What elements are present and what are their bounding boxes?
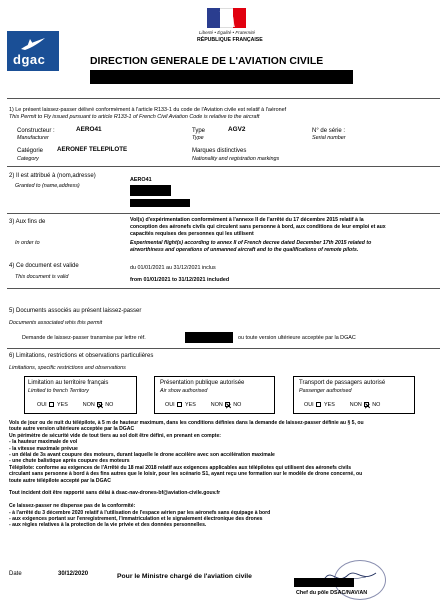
divider [7,288,440,289]
oui-label: OUI [37,402,47,408]
non-checkbox[interactable] [225,402,230,407]
purpose-en-line: airworthiness and operations of unmanned aircraft and to the qualifications of remote pilots. [130,247,359,253]
redacted-address [130,199,190,207]
divider [7,166,440,167]
plane-icon [19,35,47,53]
divider [7,213,440,214]
constructeur-value: AERO41 [76,126,102,133]
validity-en: from 01/01/2021 to 31/12/2021 included [130,277,230,283]
marques-label: Marques distinctives [192,148,247,154]
section3-label: 3) Aux fins de [9,219,46,225]
republic-name: RÉPUBLIQUE FRANÇAISE [197,37,263,43]
no-label: NO [105,402,114,408]
non-checkbox[interactable] [364,402,369,407]
constructeur-label: Constructeur : [17,128,55,134]
serial-en-label: Serial number [312,135,346,141]
conditions-line: circulant sans personne à bord à des fins autres que le loisir, pour les scénario S1, ayant reçu une formation sur le modèle de drone concerné, ou [9,471,363,478]
dgac-logo [7,31,59,71]
redacted-block [90,70,353,84]
conditions-line: toute autre version ultérieure acceptée par la DGAC [9,426,135,433]
yes-label: YES [324,402,335,408]
oui-label: OUI [165,402,175,408]
section6-heading-en: Limitations, specific restrictions and observations [9,365,126,371]
compliance-line: - aux règles relatives à la protection de la vie privée et des données personnelles. [9,522,207,529]
yes-label: YES [57,402,68,408]
divider [7,98,440,99]
section4-label-en: This document is valid [15,274,69,280]
section2-heading-en: Granted to (name,address) [15,183,80,189]
conditions-line: - la vitesse maximale prévue [9,445,78,452]
conditions-line: - la hauteur maximale de vol [9,439,78,446]
marques-en-label: Nationality and registration markings [192,156,280,162]
box-title-en: Limited to french Territory [28,388,89,394]
territory-limitation-box [24,376,137,414]
yes-label: YES [185,402,196,408]
conditions-line: - une chute balistique après coupure des moteurs [9,458,130,465]
conditions-line: Vols de jour ou de nuit du télépilote, à 5 m de hauteur maximum, dans les conditions définies dans la demande de laissez-passer définie au § 5, ou [9,420,364,426]
category-label: Category [17,156,39,162]
oui-checkbox[interactable] [49,402,54,407]
serial-label: N° de série : [312,128,346,134]
republic-motto: Liberté • Égalité • Fraternité [199,30,256,35]
option-row [165,402,241,409]
conditions-line: - un délai de 3s avant coupure des moteurs, durant laquelle le drone accélère avec son accélération maximale [9,452,275,459]
section3-label-en: In order to [15,240,40,246]
grantee-name: AERO41 [130,177,152,183]
dgac-logo-text: dgac [13,52,46,67]
oui-label: OUI [304,402,314,408]
type-value: AGV2 [228,126,246,133]
section4-label: 4) Ce document est valide [9,263,79,269]
compliance-line: Ce laissez-passer ne dispense pas de la conformité: [9,503,136,510]
demande-prefix: Demande de laissez-passer transmise par lettre réf. [22,335,146,341]
purpose-en-line: Experimental flight(s) according to annex II of French decree dated December 17th 2015 related to [130,240,372,246]
oui-checkbox[interactable] [177,402,182,407]
conditions-line: toute autre télépilote accepté par la DGAC [9,477,111,484]
manufacturer-label: Manufacturer [17,135,49,141]
box-title-en: Air show authorised [160,388,208,394]
type-en-label: Type [192,135,204,141]
box-title: Transport de passagers autorisé [299,380,386,386]
oui-checkbox[interactable] [316,402,321,407]
box-title: Limitation au territoire français [28,380,109,386]
redacted-reference [185,332,233,343]
categorie-value: AERONEF TELEPILOTE [57,146,128,153]
non-checkbox[interactable] [97,402,102,407]
redacted-signatory-name [294,578,354,587]
incident-report-line: Tout incident doit être rapporté sans délai à dsac-nav-drones-bf@aviation-civile.gouv.fr [9,490,221,497]
categorie-label: Catégorie [17,148,44,154]
page-title: DIRECTION GENERALE DE L'AVIATION CIVILE [90,56,324,67]
marianne-profile-icon [215,10,237,28]
air-show-box [154,376,275,414]
conditions-line: Un périmètre de sécurité vide de tout tiers au sol doit être défini, en prenant en compte: [9,432,221,439]
compliance-line: - à l'arrêté du 3 décembre 2020 relatif à l'utilisation de l'espace aérien par les aéronefs sans équipage à bord [9,509,271,516]
conditions-text [9,420,364,529]
passenger-box [293,376,415,414]
non-label: NON [82,402,95,408]
option-row [304,402,380,409]
date-label: Date [9,571,22,577]
purpose-fr-line: Vol(s) d'expérimentation conformément à l'annexe II de l'arrêté du 17 décembre 2015 relatif à la [130,217,364,223]
validity-fr: du 01/01/2021 au 31/12/2021 inclus [130,265,216,271]
section1-heading: 1) Le présent laissez-passer délivré conformément à l'article R133-1 du code de l'Aviation civile est relatif à l'aéronef [9,107,287,113]
box-title: Présentation publique autorisée [160,380,245,386]
option-row [37,402,113,409]
divider [7,348,440,349]
section5-heading-en: Documents associated whis this permit [9,320,103,326]
no-label: NO [372,402,381,408]
date-value: 30/12/2020 [58,571,89,577]
type-label: Type [192,128,206,134]
compliance-line: - aux exigences portant sur l'enregistrement, l'immatriculation et le signalement électronique des drones [9,516,263,523]
purpose-fr-line: conception des aéronefs civils qui circulent sans personne à bord, aux conditions de leur emploi et aux [130,224,386,230]
conditions-line: Télépilote: conforme au exigences de l'Arrêté du 18 mai 2018 relatif aux exigences applicables aux télépilotes qui utilisent des aéronefs civils [9,464,352,471]
section5-heading: 5) Documents associés au présent laissez-passer [9,308,142,314]
section1-heading-en: This Permit to Fly issued pursuant to article R133-1 of French Civil Aviation Code is relative to the aircraft [9,114,260,120]
box-title-en: Passenger authorised [299,388,352,394]
marianne-logo [197,8,263,50]
signatory-label: Pour le Ministre chargé de l'aviation civile [117,573,252,580]
no-label: NO [233,402,242,408]
non-label: NON [349,402,362,408]
purpose-fr-line: capacités requises des personnes qui les utilisent [130,231,254,237]
non-label: NON [210,402,223,408]
signature-caption: Chef du pôle DSAC/NAV/AN [296,590,368,596]
section6-heading: 6) Limitations, restrictions et observations particulières [9,353,154,359]
section2-heading: 2) Il est attribué à (nom,adresse) [9,173,96,179]
demande-suffix: ou toute version ultérieure acceptée par la DGAC [238,335,356,341]
redacted-address [130,185,171,196]
